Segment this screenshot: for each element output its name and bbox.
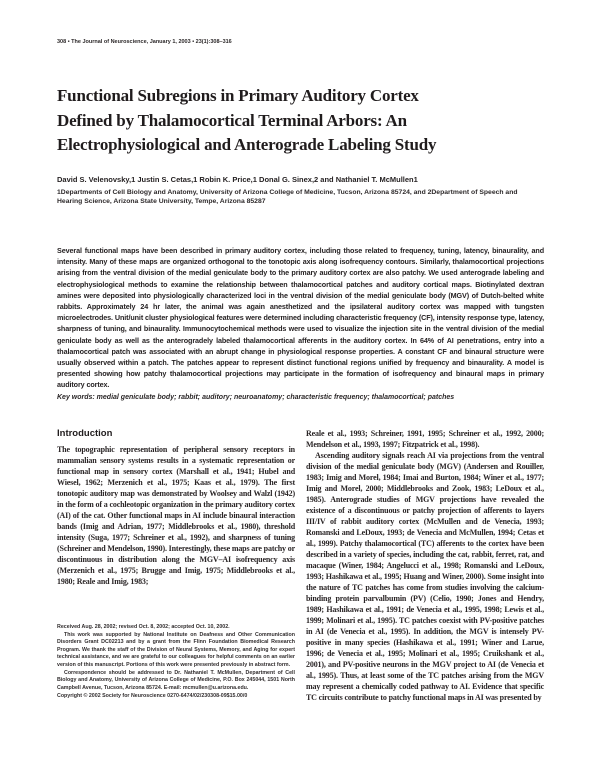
footnote-copyright: Copyright © 2002 Society for Neuroscience 0270-6474/02/230308-09$15.00/0: [57, 693, 248, 700]
paper-title: [57, 84, 547, 158]
section-heading-introduction: Introduction: [57, 428, 113, 439]
intro-column-right: [306, 428, 544, 703]
authors-line: David S. Velenovsky,1 Justin S. Cetas,1 Robin K. Price,1 Donal G. Sinex,2 and Nathaniel T. McMullen1: [57, 175, 418, 184]
footnote-correspondence: Correspondence should be addressed to Dr. Nathaniel T. McMullen, Department of Cell Biology and Anatomy, University of Arizona College of Medicine, P.O. Box 245044, 1501 North Campbell Avenue, Tucson, Arizona 85724. E-mail: mcmullen@u.arizona.edu.: [57, 669, 295, 691]
intro-column-left: [57, 428, 295, 587]
footnote-block: [57, 624, 295, 701]
journal-running-head: 308 • The Journal of Neuroscience, January 1, 2003 • 23(1):308–316: [57, 39, 232, 45]
intro-paragraph-right: Ascending auditory signals reach AI via projections from the ventral division of the medial geniculate body (MGV) (Andersen and Rouiller, 1983; Imig and Morel, 1984; Imai and Burton, 1984; Winer et al., 1977; Imig and Morel, 2000; Middlebrooks and Zook, 1983; LeDoux et al., 1985). Anterograde studies of MGV projections have revealed the existence of a discontinuous or patchy projection of afferents to layers III/IV of rabbit auditory cortex (McMullen and de Venecia, 1993; Romanski and LeDoux, 1993; de Venecia and McMullen, 1994; Cetas et al., 1999). Patchy thalamocortical (TC) afferents to the cortex have been described in a variety of species, including the cat, rabbit, ferret, rat, and macaque (Winer, 1984; Angelucci et al., 1998; Romanski and LeDoux, 1993; Hashikawa et al., 1995; Huang and Winer, 2000). Some insight into the nature of TC patches has come from studies involving the calcium-binding protein parvalbumin (PV) (Celio, 1990; Jones and Hendry, 1989; Hashikawa et al., 1991; de Venecia et al., 1995, 1998; Lewis et al., 1999; Molinari et al., 1995). TC patches coexist with PV-positive patches in AI (de Venecia et al., 1995). In addition, the MGV is intensely PV-positive in many species (Hashikawa et al., 1991; Winer and Larue, 1996; de Venecia et al., 1995; Molinari et al., 1995; Cruikshank et al., 2001), and PV-positive neurons in the MGV project to AI (de Venecia et al., 1995). Thus, at least some of the TC patches arising from the MGV may represent a chemically coded pathway to AI. Evidence that specific TC circuits contribute to patchy functional maps in AI was presented by: [306, 451, 544, 702]
intro-paragraph-left: The topographic representation of peripheral sensory receptors in mammalian sensory systems results in a systematic representation or functional map in sensory cortex (Marshall et al., 1941; Hubel and Wiesel, 1962; Merzenich et al., 1975; Kaas et al., 1979). The first tonotopic auditory map was demonstrated by Woolsey and Walzl (1942) in the form of a cochleotopic organization in the primary auditory cortex (AI) of the cat. Other functional maps in AI include binaural interaction bands (Imig and Adrian, 1977; Middlebrooks et al., 1980), threshold intensity (Suga, 1977; Schreiner et al., 1992), and sharpness of tuning (Schreiner and Mendelson, 1990). Interestingly, these maps are patchy or discontinuous in distribution along the MGV–AI isofrequency axis (Merzenich et al., 1975; Brugge and Imig, 1975; Middlebrooks et al., 1980; Reale and Imig, 1983;: [57, 445, 295, 586]
intro-paragraph-continuation: Reale et al., 1993; Schreiner, 1991, 1995; Schreiner et al., 1992, 2000; Mendelson et al., 1993, 1997; Fitzpatrick et al., 1998).: [306, 429, 544, 449]
footnote-support: This work was supported by National Institute on Deafness and Other Communication Disorders Grant DC02213 and by a grant from the Flinn Foundation Biomedical Research Program. We thank the staff of the Division of Neural Systems, Memory, and Aging for expert technical assistance, and we are grateful to our colleagues for helpful comments on an earlier version of this manuscript. Portions of this work were presented previously in abstract form.: [57, 631, 295, 668]
abstract-text: Several functional maps have been described in primary auditory cortex, including those related to frequency, tuning, latency, binaurality, and intensity. Many of these maps are organized orthogonal to the tonotopic axis along isofrequency contours. Similarly, thalamocortical projections arising from the ventral division of the medial geniculate body to the primary auditory cortex are also patchy. We used anterograde labeling and electrophysiological methods to examine the relationship between thalamocortical patches and auditory cortical maps. Biotinylated dextran amines were deposited into physiologically characterized loci in the ventral division of the medial geniculate body (MGV) of Dutch-belted white rabbits. Approximately 24 hr later, the animal was again anesthetized and the ipsilateral auditory cortex was mapped with tungsten microelectrodes. Unit/unit cluster physiological features were determined including characteristic frequency (CF), intensity response type, latency, sharpness of tuning, and binaurality. Immunocytochemical methods were used to visualize the injection site in the ventral division of the medial geniculate body as well as the anterogradely labeled thalamocortical afferents in the auditory cortex. In 64% of AI penetrations, entry into a thalamocortical patch was associated with an abrupt change in physiological response properties. A constant CF and binaural structure were usually observed within a patch. The patches appear to represent distinct functional regions unified by frequency and binaurality. A model is presented showing how patchy thalamocortical projections may participate in the formation of isofrequency and binaural maps in primary auditory cortex.: [57, 246, 544, 390]
affiliations-line: 1Departments of Cell Biology and Anatomy, University of Arizona College of Medicine, Tucson, Arizona 85724, and 2Department of Speech and Hearing Science, Arizona State University, Tempe, Arizona 85287: [57, 189, 518, 205]
title-line-3: Electrophysiological and Anterograde Labeling Study: [57, 135, 437, 154]
keywords-line: Key words: medial geniculate body; rabbit; auditory; neuroanatomy; characteristic frequency; thalamocortical; patches: [57, 394, 455, 401]
footnote-received: Received Aug. 28, 2002; revised Oct. 8, 2002; accepted Oct. 10, 2002.: [57, 624, 230, 630]
title-line-2: Defined by Thalamocortical Terminal Arbors: An: [57, 110, 407, 130]
title-line-1: Functional Subregions in Primary Auditory Cortex: [57, 86, 419, 105]
